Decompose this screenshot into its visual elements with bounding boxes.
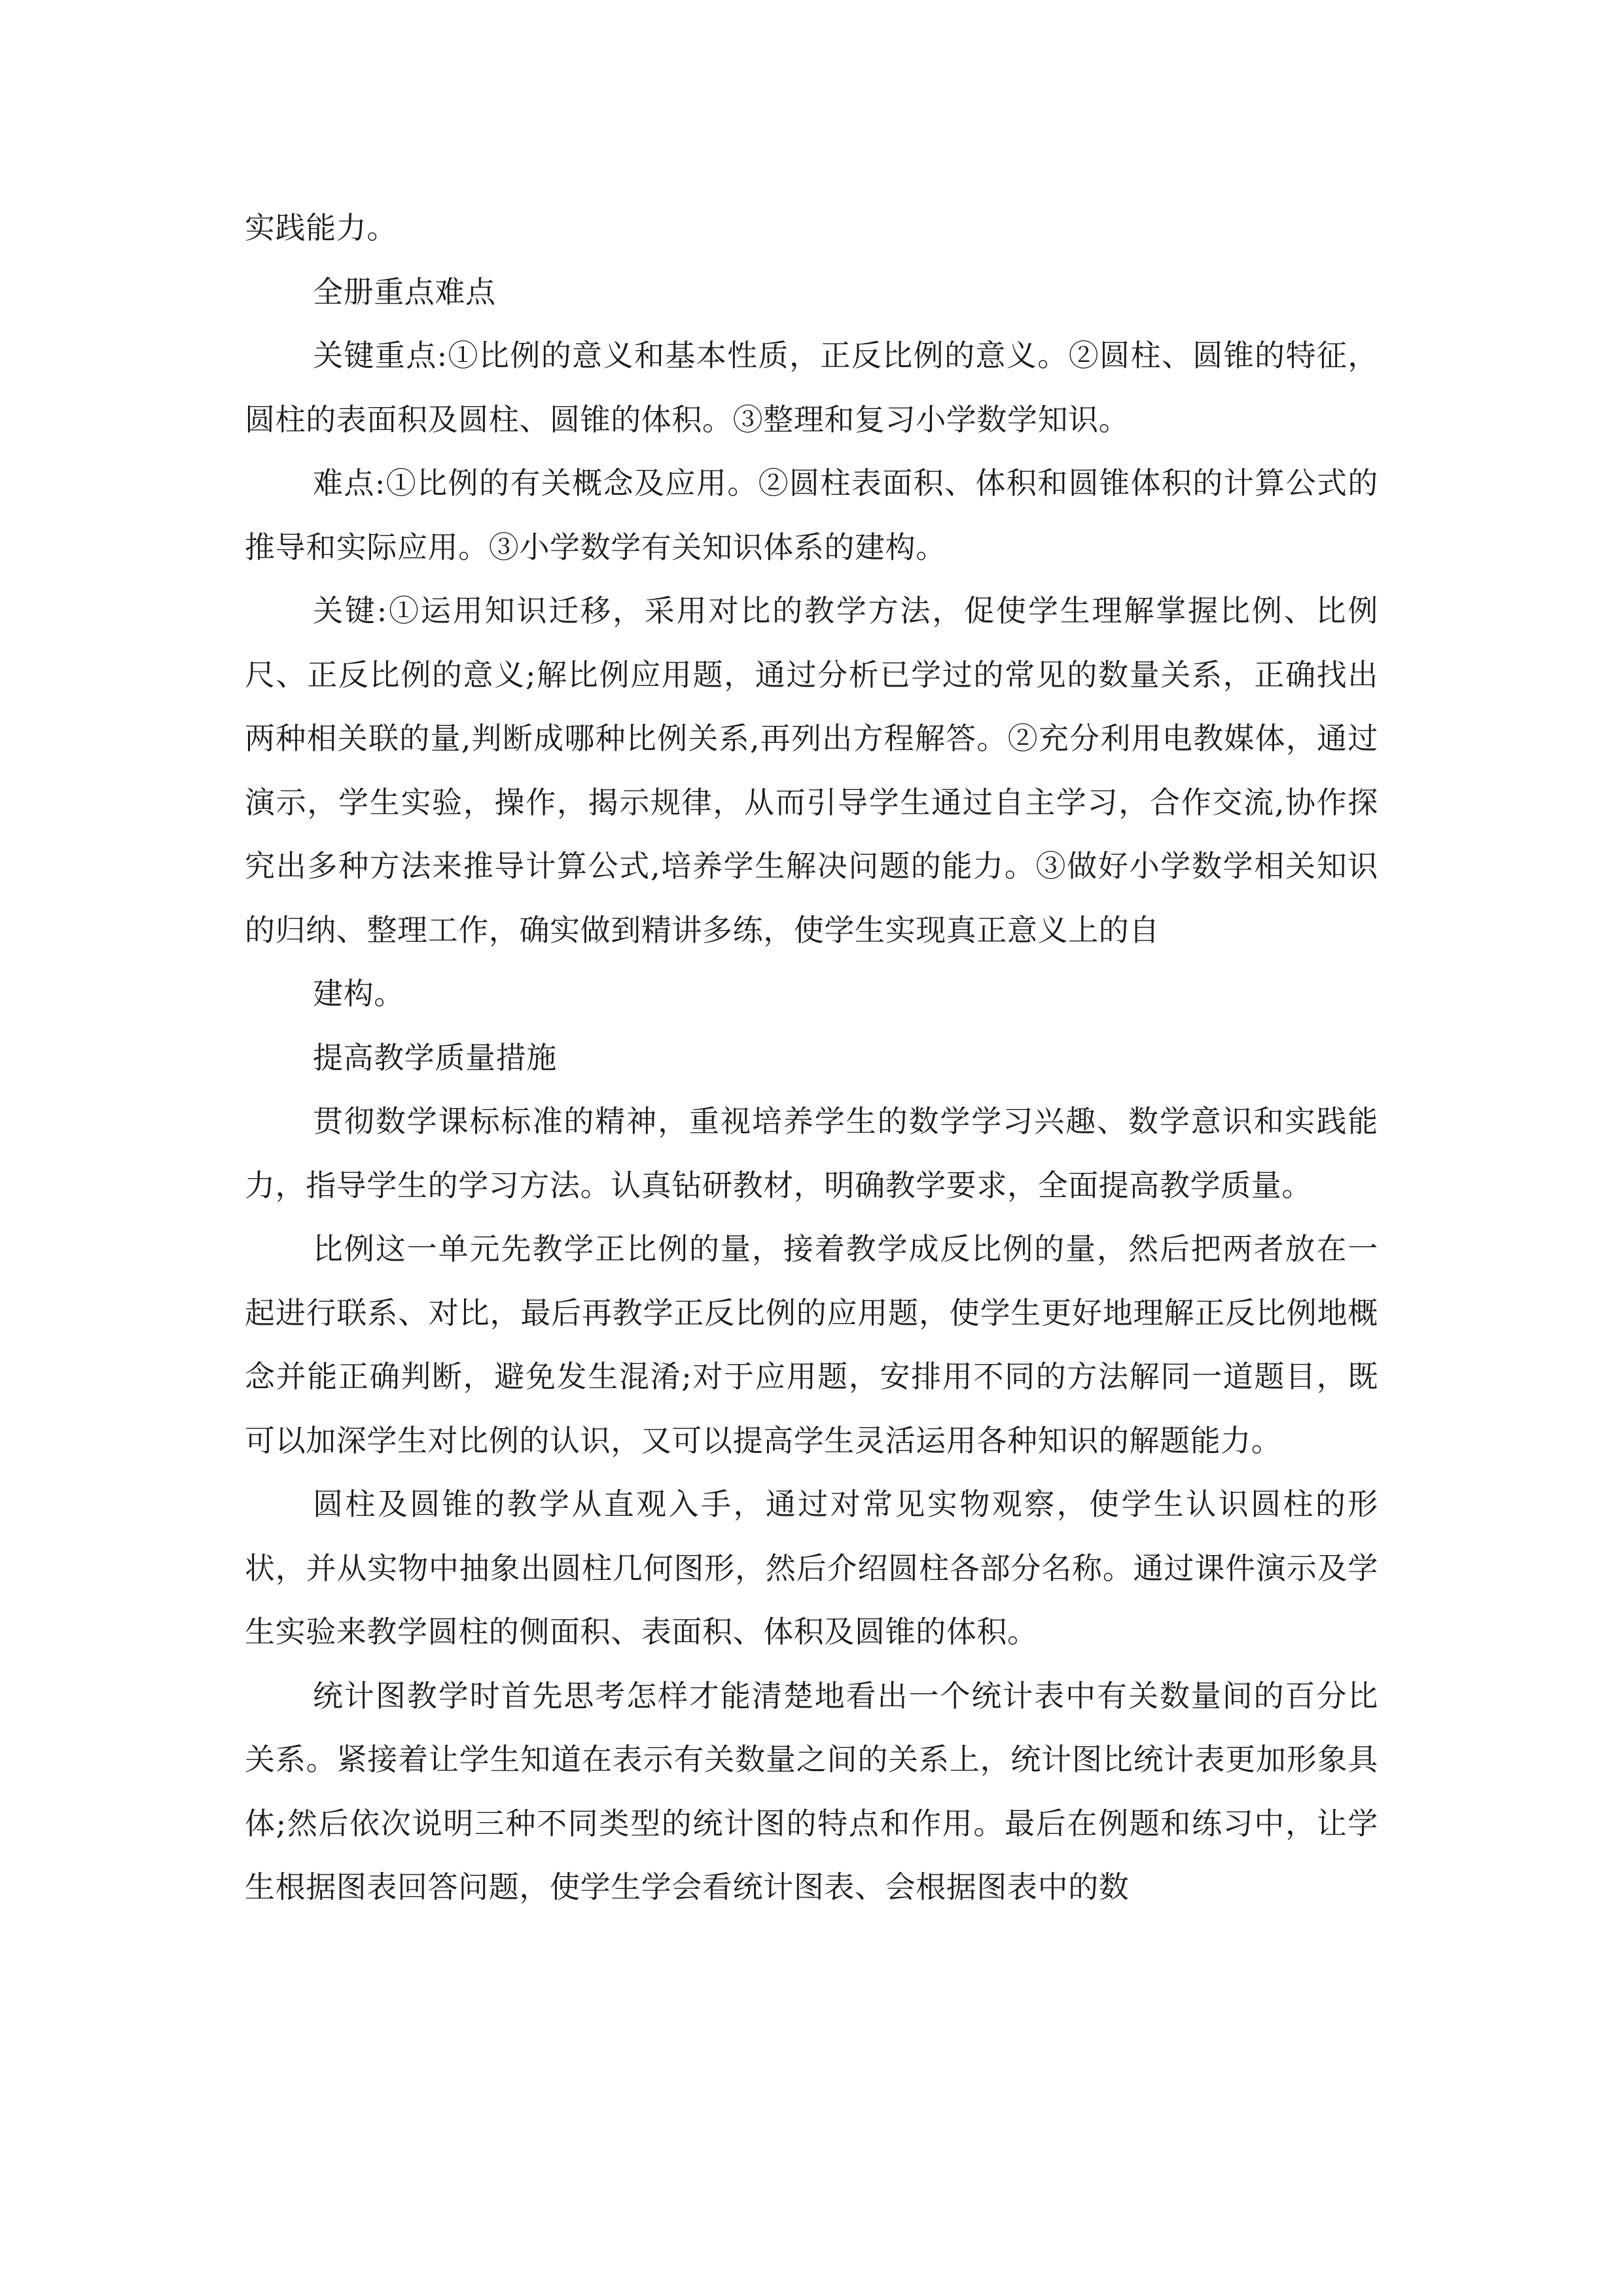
text-column [245,196,1378,1920]
section-heading-key-points: 全册重点难点 [313,274,496,310]
paragraph-construction: 建构。 [313,976,404,1011]
paragraph-difficulties: 难点:①比例的有关概念及应用。②圆柱表面积、体积和圆锥体积的计算公式的推导和实际应用。③小学数学有关知识体系的建构。 [245,465,1378,565]
paragraph-key-methods: 关键:①运用知识迁移，采用对比的教学方法，促使学生理解掌握比例、比例尺、正反比例的意义;解比例应用题，通过分析已学过的常见的数量关系，正确找出两种相关联的量,判断成哪种比例关系,再列出方程解答。②充分利用电教媒体，通过演示，学生实验，操作，揭示规律，从而引导学生通过自主学习，合作交流,协作探究出多种方法来推导计算公式,培养学生解决问题的能力。③做好小学数学相关知识的归纳、整理工作，确实做到精讲多练，使学生实现真正意义上的自 [245,593,1378,948]
paragraph-continuation: 实践能力。 [245,210,397,245]
paragraph-curriculum-standards: 贯彻数学课标标准的精神，重视培养学生的数学学习兴趣、数学意识和实践能力，指导学生的学习方法。认真钻研教材，明确教学要求，全面提高教学质量。 [245,1103,1378,1203]
paragraph-statistics-charts: 统计图教学时首先思考怎样才能清楚地看出一个统计表中有关数量间的百分比关系。紧接着让学生知道在表示有关数量之间的关系上，统计图比统计表更加形象具体;然后依次说明三种不同类型的统计图的特点和作用。最后在例题和练习中，让学生根据图表回答问题，使学生学会看统计图表、会根据图表中的数 [245,1677,1378,1905]
paragraph-key-focus: 关键重点:①比例的意义和基本性质，正反比例的意义。②圆柱、圆锥的特征，圆柱的表面积及圆柱、圆锥的体积。③整理和复习小学数学知识。 [245,338,1378,437]
paragraph-proportion-unit: 比例这一单元先教学正比例的量，接着教学成反比例的量，然后把两者放在一起进行联系、对比，最后再教学正反比例的应用题，使学生更好地理解正反比例地概念并能正确判断，避免发生混淆;对于应用题，安排用不同的方法解同一道题目，既可以加深学生对比例的认识，又可以提高学生灵活运用各种知识的解题能力。 [245,1231,1378,1458]
section-heading-quality-measures: 提高教学质量措施 [313,1039,557,1075]
paragraph-cylinder-cone: 圆柱及圆锥的教学从直观入手，通过对常见实物观察，使学生认识圆柱的形状，并从实物中抽象出圆柱几何图形，然后介绍圆柱各部分名称。通过课件演示及学生实验来教学圆柱的侧面积、表面积、体积及圆锥的体积。 [245,1486,1378,1649]
